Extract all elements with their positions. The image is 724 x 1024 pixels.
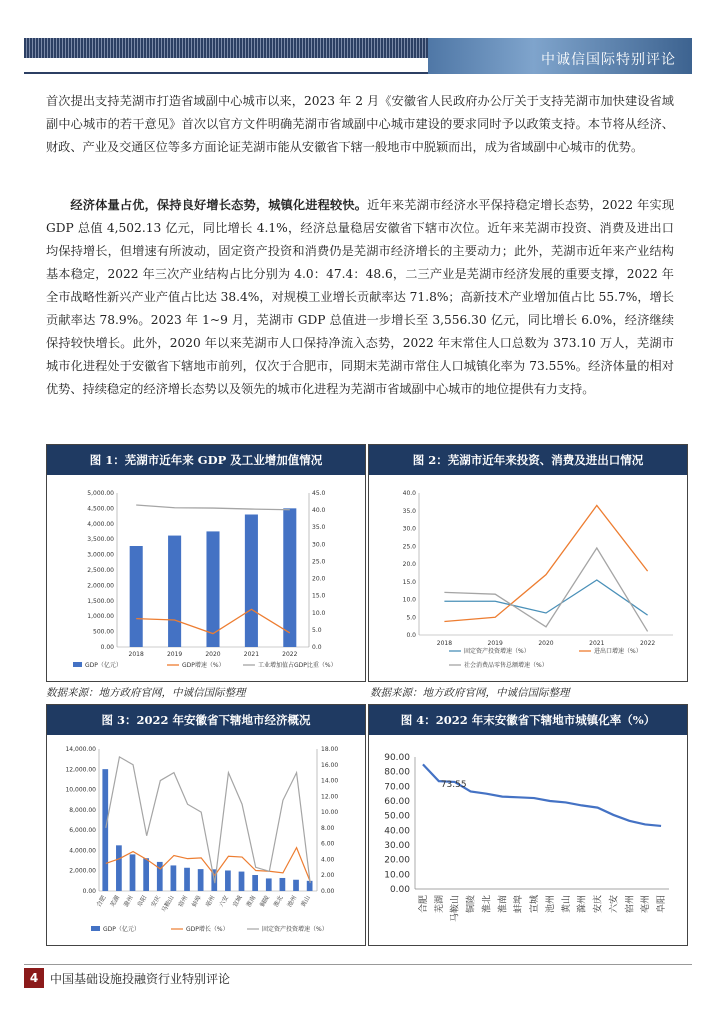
fig2-x-tick-label: 2018	[436, 640, 453, 647]
paragraph-intro: 首次提出支持芜湖市打造省域副中心城市以来，2023 年 2 月《安徽省人民政府办公厅关于支持芜湖市加快建设省域副中心城市的若干意见》首次以官方文件明确芜湖市省域副中心城市建设的要求同时予以政策支持。本节将从经济、财政、产业及交通区位等多方面论证芜湖市能从安徽省下辖一般地市中脱颖而出，成为省域副中心城市的优势。	[46, 94, 674, 154]
fig3-left-tick-label: 2,000.00	[69, 867, 96, 875]
fig1-legend-swatch	[73, 662, 82, 667]
fig2-y-tick-label: 25.0	[402, 543, 416, 551]
fig3-gdp-bar	[225, 870, 231, 891]
fig1-left-tick-label: 4,000.00	[87, 520, 114, 528]
fig1-left-tick-label: 2,000.00	[87, 582, 114, 590]
fig3-legend-label: GDP增长（%）	[186, 926, 229, 933]
figure-1-panel	[46, 444, 366, 682]
fig2-legend-label: 社会消费品零售总额增速（%）	[464, 662, 548, 669]
fig4-y-tick-label: 40.00	[384, 826, 410, 837]
fig3-x-tick-label: 亳州	[204, 894, 217, 909]
fig2-x-tick-label: 2020	[538, 640, 554, 647]
fig1-x-tick-label: 2018	[128, 651, 144, 658]
fig1-right-tick-label: 30.0	[312, 541, 326, 549]
fig3-left-tick-label: 12,000.00	[65, 766, 96, 774]
fig3-gdp-bar	[102, 769, 108, 891]
fig4-x-tick-label: 蚌埠	[514, 895, 525, 914]
fig3-gdp-bar	[239, 872, 245, 891]
fig3-x-tick-label: 六安	[218, 894, 231, 909]
figure-3-title: 图 3：2022 年安徽省下辖地市经济概况	[47, 705, 365, 735]
fig3-right-tick-label: 14.00	[321, 777, 339, 785]
fig1-right-tick-label: 35.0	[312, 524, 326, 532]
fig1-gdp-bar	[130, 546, 143, 647]
fig1-left-tick-label: 1,000.00	[87, 613, 114, 621]
header-brand-box	[428, 38, 692, 74]
fig3-x-tick-label: 宣城	[231, 894, 244, 909]
figure-2-source: 数据来源：地方政府官网，中诚信国际整理	[370, 687, 570, 699]
fig4-x-tick-label: 池州	[545, 895, 556, 914]
fig3-left-tick-label: 0.00	[82, 888, 96, 895]
fig1-x-tick-label: 2022	[282, 651, 298, 658]
fig4-x-tick-label: 黄山	[561, 895, 572, 914]
fig3-gdp-bar	[130, 854, 136, 891]
fig4-y-tick-label: 90.00	[384, 753, 410, 763]
header-rule	[24, 72, 428, 74]
fig1-gdp-bar	[168, 536, 181, 647]
fig1-left-tick-label: 0.00	[100, 644, 114, 651]
fig1-right-tick-label: 5.0	[312, 626, 322, 634]
fig4-x-tick-label: 宣城	[530, 895, 541, 914]
fig4-x-tick-label: 铜陵	[466, 895, 477, 914]
fig4-x-tick-label: 宿州	[625, 895, 636, 914]
fig3-x-tick-label: 池州	[286, 894, 299, 909]
fig3-right-tick-label: 18.00	[321, 746, 339, 753]
fig3-gdp-bar	[252, 875, 258, 891]
fig3-gdp-bar	[116, 845, 122, 891]
fig3-x-tick-label: 安庆	[149, 894, 163, 909]
fig3-gdp-bar	[184, 868, 190, 891]
fig3-left-tick-label: 14,000.00	[65, 746, 96, 753]
fig3-gdp-bar	[143, 858, 149, 891]
fig2-y-tick-label: 10.0	[402, 596, 416, 604]
fig3-gdp-bar	[293, 880, 299, 891]
figure-4-panel	[368, 704, 688, 946]
fig4-x-tick-label: 马鞍山	[450, 895, 461, 923]
fig3-series-line	[106, 848, 310, 882]
fig3-right-tick-label: 10.00	[321, 809, 339, 817]
fig1-x-tick-label: 2021	[243, 651, 260, 658]
fig4-x-tick-label: 合肥	[418, 895, 429, 914]
fig2-y-tick-label: 15.0	[402, 578, 416, 586]
fig3-left-tick-label: 4,000.00	[69, 847, 96, 855]
paragraph-economy-body: 近年来芜湖市经济水平保持稳定增长态势，2022 年实现 GDP 总值 4,502.13 亿元，同比增长 4.1%，经济总量稳居安徽省下辖市次位。近年来芜湖市投资、消费及进出口均保持增长，但增速有所波动，固定资产投资和消费仍是芜湖市经济增长的主要动力；此外，芜湖市近年来产业结构基本稳定，2022 年三次产业结构占比分别为 4.0：47.4：48.6，二三产业是芜湖市经济发展的重要支撑，2022 年全市战略性新兴产业产值占比达 38.4%，对规模工业增长贡献率达 71.8%；高新技术产业增加值占比 55.7%，增长贡献率达 78.9%。2023 年 1~9 月，芜湖市 GDP 总值进一步增长至 3,556.30 亿元，同比增长 6.0%，经济继续保持较快增长。此外，2020 年以来芜湖市人口保持净流入态势，2022 年末常住人口总数为 373.10 万人，芜湖市城市化进程处于安徽省下辖地市前列，仅次于合肥市，同期末芜湖市常住人口城镇化率为 73.55%。经济体量的相对优势、持续稳定的经济增长态势以及领先的城市化进程为芜湖市省域副中心城市的地位提供有力支持。	[46, 198, 675, 396]
footer-rule	[24, 964, 692, 965]
fig1-right-tick-label: 25.0	[312, 558, 326, 566]
fig1-right-tick-label: 0.0	[312, 644, 322, 651]
fig4-x-tick-label: 安庆	[593, 895, 604, 914]
page-number: 4	[24, 968, 44, 988]
fig2-x-tick-label: 2022	[639, 640, 656, 647]
fig3-x-tick-label: 铜陵	[258, 894, 272, 909]
footer-text: 中国基础设施投融资行业特别评论	[50, 972, 231, 986]
fig2-legend-label: 进出口增速（%）	[594, 648, 642, 655]
fig4-data-label: 73.55	[440, 780, 467, 791]
fig3-right-tick-label: 12.00	[321, 793, 339, 801]
fig1-left-tick-label: 2,500.00	[87, 567, 114, 574]
fig3-x-tick-label: 马鞍山	[160, 894, 176, 914]
fig4-y-tick-label: 60.00	[384, 797, 410, 807]
fig1-legend-label: GDP增速（%）	[182, 662, 225, 669]
fig3-x-tick-label: 合肥	[95, 894, 108, 909]
fig3-gdp-bar	[171, 865, 177, 891]
fig2-y-tick-label: 30.0	[402, 525, 416, 533]
fig3-right-tick-label: 0.00	[321, 888, 335, 895]
fig1-left-tick-label: 1,500.00	[87, 597, 114, 605]
fig4-x-tick-label: 六安	[609, 895, 620, 914]
fig3-right-tick-label: 6.00	[321, 840, 335, 848]
fig3-legend-label: GDP（亿元）	[103, 926, 140, 933]
fig1-legend-label: 工业增加值占GDP比重（%）	[258, 662, 337, 669]
fig3-left-tick-label: 8,000.00	[69, 806, 96, 814]
fig3-x-tick-label: 淮南	[245, 894, 258, 909]
fig2-y-tick-label: 0.0	[406, 632, 416, 639]
fig3-x-tick-label: 蚌埠	[190, 894, 203, 909]
fig3-legend-label: 固定资产投资增速（%）	[262, 926, 328, 933]
fig3-gdp-bar	[280, 878, 286, 891]
fig4-y-tick-label: 50.00	[384, 811, 410, 822]
fig1-right-tick-label: 20.0	[312, 575, 326, 583]
fig3-left-tick-label: 6,000.00	[69, 827, 96, 835]
fig3-left-tick-label: 10,000.00	[65, 786, 96, 794]
fig1-left-tick-label: 4,500.00	[87, 505, 114, 513]
fig1-gdp-bar	[206, 531, 219, 647]
fig1-right-tick-label: 15.0	[312, 592, 326, 600]
fig4-x-tick-label: 阜阳	[657, 895, 668, 914]
fig4-y-tick-label: 30.00	[384, 841, 410, 851]
figure-2-title: 图 2：芜湖市近年来投资、消费及进出口情况	[369, 445, 687, 475]
figure-1-source: 数据来源：地方政府官网，中诚信国际整理	[46, 687, 246, 699]
fig3-right-tick-label: 8.00	[321, 824, 335, 832]
fig4-y-tick-label: 70.00	[384, 782, 410, 793]
fig3-right-tick-label: 2.00	[321, 872, 335, 880]
figure-1-chart	[47, 475, 365, 680]
fig3-right-tick-label: 16.00	[321, 761, 339, 769]
fig4-y-tick-label: 0.00	[389, 885, 410, 895]
fig3-series-line	[106, 757, 310, 883]
figure-2-chart	[369, 475, 687, 680]
fig1-right-tick-label: 45.0	[312, 490, 326, 497]
fig3-x-tick-label: 宿州	[177, 894, 190, 909]
fig2-series-line	[444, 505, 647, 621]
fig2-y-tick-label: 5.0	[406, 614, 416, 622]
fig4-x-tick-label: 亳州	[641, 895, 652, 914]
fig4-y-tick-label: 20.00	[384, 855, 410, 866]
fig3-gdp-bar	[157, 862, 163, 891]
fig1-left-tick-label: 3,500.00	[87, 536, 114, 544]
fig4-y-tick-label: 10.00	[384, 870, 410, 881]
fig1-gdp-bar	[245, 514, 258, 647]
fig4-x-tick-label: 芜湖	[434, 895, 445, 914]
fig2-x-tick-label: 2019	[487, 640, 503, 647]
fig3-x-tick-label: 黄山	[299, 894, 312, 909]
page-header	[24, 38, 692, 74]
fig1-series-line	[136, 505, 290, 510]
fig1-left-tick-label: 500.00	[93, 628, 114, 636]
fig4-y-tick-label: 80.00	[384, 767, 410, 778]
fig2-y-tick-label: 20.0	[402, 561, 416, 568]
fig1-x-tick-label: 2020	[205, 651, 221, 658]
header-brand-text: 中诚信国际特别评论	[541, 52, 676, 68]
fig2-x-tick-label: 2021	[589, 640, 605, 647]
fig3-x-tick-label: 阜阳	[136, 894, 149, 909]
paragraph-economy-lead: 经济体量占优，保持良好增长态势，城镇化进程较快。	[70, 198, 368, 212]
figure-4-chart	[369, 735, 687, 944]
fig1-right-tick-label: 10.0	[312, 609, 326, 617]
fig3-legend-swatch	[91, 926, 100, 931]
fig4-x-tick-label: 滁州	[577, 895, 588, 914]
fig3-gdp-bar	[266, 878, 272, 891]
fig1-left-tick-label: 5,000.00	[87, 490, 114, 497]
fig2-y-tick-label: 35.0	[402, 507, 416, 515]
fig4-urbanization-line	[423, 764, 661, 826]
fig2-y-tick-label: 40.0	[402, 490, 416, 497]
fig1-right-tick-label: 40.0	[312, 507, 326, 515]
figure-3-chart	[47, 735, 365, 944]
fig3-right-tick-label: 4.00	[321, 856, 335, 864]
fig2-legend-label: 固定资产投资增速（%）	[464, 648, 530, 655]
figure-3-panel	[46, 704, 366, 946]
fig3-x-tick-label: 淮北	[272, 894, 285, 909]
fig3-gdp-bar	[198, 869, 204, 891]
fig4-x-tick-label: 淮北	[482, 895, 493, 914]
fig1-legend-label: GDP（亿元）	[85, 662, 122, 669]
figure-2-panel	[368, 444, 688, 682]
fig1-gdp-bar	[283, 508, 296, 647]
fig3-x-tick-label: 芜湖	[109, 894, 122, 909]
fig1-left-tick-label: 3,000.00	[87, 551, 114, 559]
fig3-x-tick-label: 滁州	[122, 894, 135, 909]
figure-1-title: 图 1：芜湖市近年来 GDP 及工业增加值情况	[47, 445, 365, 475]
fig2-series-line	[444, 580, 647, 615]
fig4-x-tick-label: 淮南	[498, 895, 509, 914]
figure-4-title: 图 4：2022 年末安徽省下辖地市城镇化率（%）	[369, 705, 687, 735]
fig1-x-tick-label: 2019	[166, 651, 183, 658]
paragraph-economy	[46, 194, 674, 401]
